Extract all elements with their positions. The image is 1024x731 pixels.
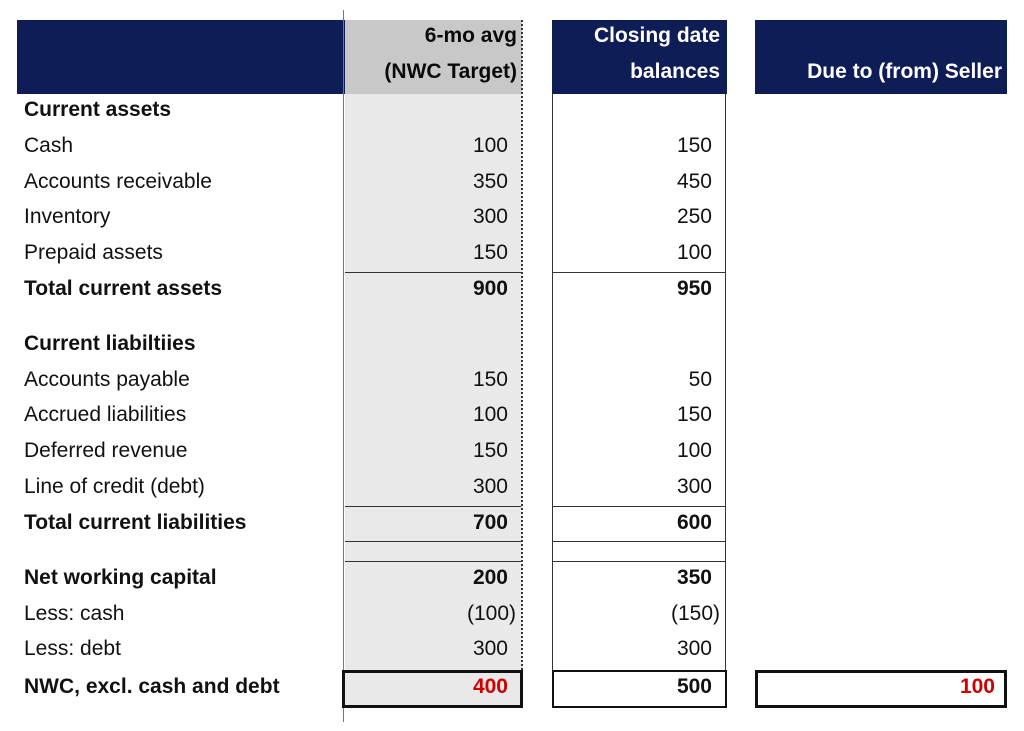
closing-value-less-cash: (150) xyxy=(670,602,720,625)
target-value-deferred-revenue: 150 xyxy=(472,439,508,462)
target-value-total-current-liabilities: 700 xyxy=(472,511,508,534)
closing-value-line-of-credit: 300 xyxy=(676,475,712,498)
row-label-prepaid-assets: Prepaid assets xyxy=(24,241,163,264)
row-label-current-assets: Current assets xyxy=(24,98,172,121)
line-total-liab-bottom-closing xyxy=(552,541,726,542)
row-label-total-current-assets: Total current assets xyxy=(24,277,223,300)
target-value-less-debt: 300 xyxy=(472,637,508,660)
closing-value-nwc-excl: 500 xyxy=(676,675,712,698)
closing-value-total-current-assets: 950 xyxy=(676,277,712,300)
closing-value-cash: 150 xyxy=(676,134,712,157)
target-value-prepaid-assets: 150 xyxy=(472,241,508,264)
target-value-total-current-assets: 900 xyxy=(472,277,508,300)
target-value-line-of-credit: 300 xyxy=(472,475,508,498)
header-bar-labels xyxy=(17,20,345,94)
row-label-nwc-excl: NWC, excl. cash and debt xyxy=(24,675,280,698)
row-label-line-of-credit: Line of credit (debt) xyxy=(24,475,205,498)
row-label-cash: Cash xyxy=(24,134,74,157)
closing-value-accounts-payable: 50 xyxy=(688,368,712,391)
left-separator-line xyxy=(343,10,344,722)
closing-value-total-current-liabilities: 600 xyxy=(676,511,712,534)
header-closing-line2: balances xyxy=(630,60,720,83)
target-value-accounts-receivable: 350 xyxy=(472,170,508,193)
due-value-nwc-excl: 100 xyxy=(959,675,995,698)
target-value-inventory: 300 xyxy=(472,205,508,228)
target-value-nwc-excl: 400 xyxy=(472,675,508,698)
row-label-current-liabilities: Current liabiltiies xyxy=(24,332,196,355)
closing-value-accounts-receivable: 450 xyxy=(676,170,712,193)
closing-value-inventory: 250 xyxy=(676,205,712,228)
row-label-accounts-payable: Accounts payable xyxy=(24,368,190,391)
target-value-accounts-payable: 150 xyxy=(472,368,508,391)
row-label-accrued-liabilities: Accrued liabilities xyxy=(24,403,187,426)
target-value-less-cash: (100) xyxy=(466,602,516,625)
target-dotted-border xyxy=(521,20,523,670)
header-target-line2: (NWC Target) xyxy=(384,60,517,83)
closing-value-deferred-revenue: 100 xyxy=(676,439,712,462)
row-label-deferred-revenue: Deferred revenue xyxy=(24,439,188,462)
row-label-less-debt: Less: debt xyxy=(24,637,121,660)
closing-value-accrued-liabilities: 150 xyxy=(676,403,712,426)
closing-value-prepaid-assets: 100 xyxy=(676,241,712,264)
row-label-net-working-capital: Net working capital xyxy=(24,566,217,589)
line-total-liab-bottom-target xyxy=(345,541,521,542)
header-closing-line1: Closing date xyxy=(593,24,720,47)
closing-value-net-working-capital: 350 xyxy=(676,566,712,589)
target-value-cash: 100 xyxy=(472,134,508,157)
closing-value-less-debt: 300 xyxy=(676,637,712,660)
target-value-net-working-capital: 200 xyxy=(472,566,508,589)
row-label-accounts-receivable: Accounts receivable xyxy=(24,170,212,193)
header-due: Due to (from) Seller xyxy=(807,60,1002,83)
target-value-accrued-liabilities: 100 xyxy=(472,403,508,426)
row-label-total-current-liabilities: Total current liabilities xyxy=(24,511,247,534)
header-target-line1: 6-mo avg xyxy=(424,24,517,47)
row-label-inventory: Inventory xyxy=(24,205,111,228)
row-label-less-cash: Less: cash xyxy=(24,602,125,625)
